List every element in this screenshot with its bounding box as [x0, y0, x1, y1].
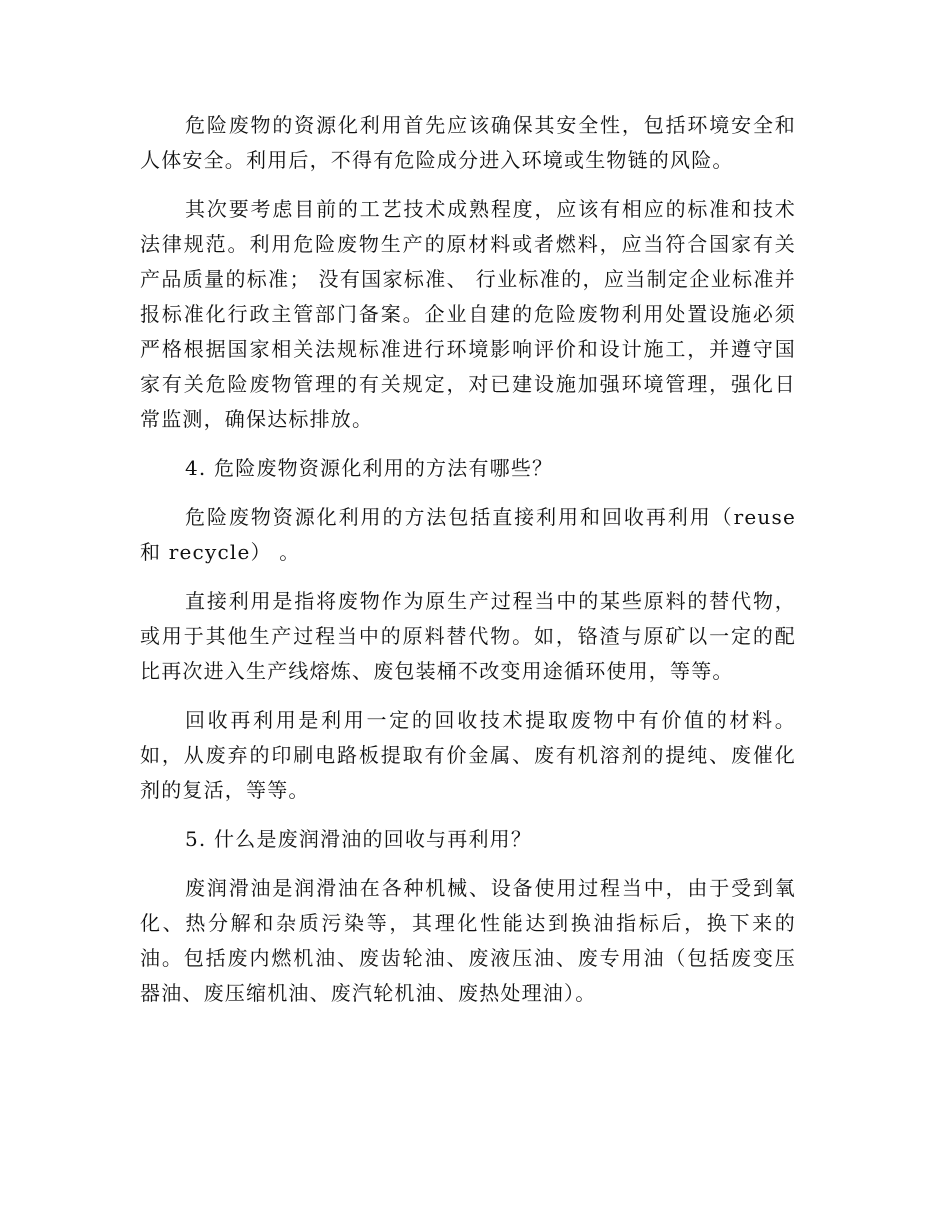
paragraph-waste-lubricant: 废润滑油是润滑油在各种机械、设备使用过程当中，由于受到氧化、热分解和杂质污染等，其理化性能达到换油指标后，换下来的油。包括废内燃机油、废齿轮油、废液压油、废专用油（包括废变压器油、废压缩机油、废汽轮机油、废热处理油）。	[140, 876, 796, 1005]
paragraph-recycling: 回收再利用是利用一定的回收技术提取废物中有价值的材料。如，从废弃的印刷电路板提取有价金属、废有机溶剂的提纯、废催化剂的复活，等等。	[140, 708, 796, 802]
question-heading-5: 5. 什么是废润滑油的回收与再利用？	[185, 827, 533, 851]
paragraph-technology-standards: 其次要考虑目前的工艺技术成熟程度，应该有相应的标准和技术法律规范。利用危险废物生产的原材料或者燃料，应当符合国家有关产品质量的标准； 没有国家标准、 行业标准的，应当制定企业标准并报标准化行政主管部门备案。企业自建的危险废物利用处置设施必须严格根据国家相关法规标准进行环境影响评价和设计施工，并遵守国家有关危险废物管理的有关规定，对已建设施加强环境管理，强化日常监测，确保达标排放。	[140, 197, 796, 431]
document-body	[140, 108, 796, 1025]
paragraph-direct-use: 直接利用是指将废物作为原生产过程当中的某些原料的替代物，或用于其他生产过程当中的原料替代物。如，铬渣与原矿以一定的配比再次进入生产线熔炼、废包装桶不改变用途循环使用，等等。	[140, 589, 796, 683]
paragraph-methods: 危险废物资源化利用的方法包括直接利用和回收再利用（reuse 和 recycle） 。	[140, 505, 796, 564]
paragraph-safety: 危险废物的资源化利用首先应该确保其安全性，包括环境安全和人体安全。利用后，不得有危险成分进入环境或生物链的风险。	[140, 113, 796, 172]
question-heading-4: 4. 危险废物资源化利用的方法有哪些？	[185, 456, 554, 480]
